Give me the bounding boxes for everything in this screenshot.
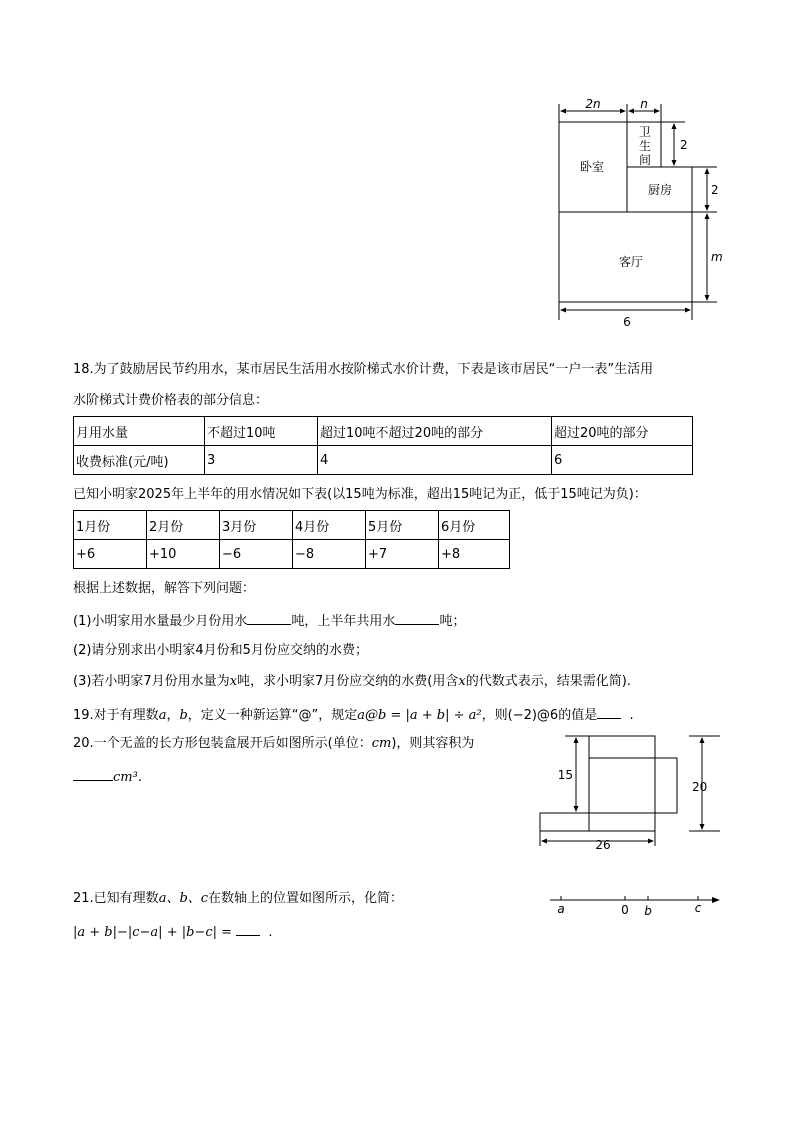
usage-month-cell: 3月份 xyxy=(220,511,293,540)
q18-part2: (2)请分别求出小明家4月份和5月份应交纳的水费； xyxy=(73,643,368,658)
var-a: a xyxy=(158,708,167,723)
price-header-cell: 月用水量 xyxy=(74,417,205,446)
q20-end: . xyxy=(137,770,142,785)
q21-line1-b: 在数轴上的位置如图所示，化简： xyxy=(208,891,404,906)
label-dim-20: 20 xyxy=(692,780,708,794)
table-row xyxy=(74,511,510,540)
usage-value-cell: +6 xyxy=(74,540,147,569)
usage-value-cell: +8 xyxy=(439,540,510,569)
number-line-figure xyxy=(548,888,723,920)
price-cell: 3 xyxy=(205,446,318,475)
answer-blank[interactable] xyxy=(597,704,621,719)
q19-a: 19.对于有理数 xyxy=(73,708,159,723)
q18-prompt: 根据上述数据，解答下列问题： xyxy=(73,581,256,596)
box-net-bottom-flap xyxy=(540,813,589,831)
q20-line2 xyxy=(73,766,142,787)
q18-usage-intro: 已知小明家2025年上半年的用水情况如下表(以15吨为标准，超出15吨记为正，低于15吨记为负)： xyxy=(73,487,647,502)
q20-line1 xyxy=(73,735,474,753)
unit-cm: cm xyxy=(371,736,392,751)
label-bath-3: 间 xyxy=(638,153,652,167)
label-dim-kitchen: 2 xyxy=(711,183,719,197)
q21-line1 xyxy=(73,890,403,908)
q18-intro-line2: 水阶梯式计费价格表的部分信息： xyxy=(73,393,269,408)
label-n: n xyxy=(640,97,648,111)
q18-part3-c: 的代数式表示，结果需化简). xyxy=(465,674,631,689)
label-axis-b: b xyxy=(644,904,652,918)
q19-d: . xyxy=(629,708,634,723)
label-dim-6: 6 xyxy=(623,315,631,329)
usage-value-cell: −6 xyxy=(220,540,293,569)
label-dim-15: 15 xyxy=(557,768,573,782)
var-b: b xyxy=(179,708,188,723)
usage-month-cell: 6月份 xyxy=(439,511,510,540)
unit-cm3: cm³ xyxy=(113,770,138,785)
label-axis-c: c xyxy=(694,901,702,915)
usage-month-cell: 2月份 xyxy=(147,511,220,540)
label-bath-1: 卫 xyxy=(638,125,652,139)
q19-sep: ， xyxy=(166,708,180,723)
q18-intro-line1: 18.为了鼓励居民节约用水，某市居民生活用水按阶梯式水价计费，下表是该市居民“一户一表”生活用 xyxy=(73,362,654,377)
usage-month-cell: 1月份 xyxy=(74,511,147,540)
floorplan-figure xyxy=(545,92,725,337)
label-bedroom: 卧室 xyxy=(579,160,605,174)
q21-expression: |a + b|−|c−a| + |b−c| = xyxy=(73,925,233,940)
table-row xyxy=(74,446,693,475)
price-header-cell: 不超过10吨 xyxy=(205,417,318,446)
label-dim-m: m xyxy=(711,250,723,264)
label-axis-a: a xyxy=(557,902,565,916)
q19-formula: a@b = |a + b| ÷ a² xyxy=(357,708,482,723)
label-2n: 2n xyxy=(585,97,601,111)
q20-line1-text: 20.一个无盖的长方形包装盒展开后如图所示(单位： xyxy=(73,736,372,751)
usage-table xyxy=(73,510,510,569)
answer-blank[interactable] xyxy=(395,610,439,625)
usage-month-cell: 5月份 xyxy=(366,511,439,540)
q20-line1-end: )，则其容积为 xyxy=(391,736,475,751)
label-living: 客厅 xyxy=(618,255,644,269)
q18-part1 xyxy=(73,610,465,631)
price-cell: 收费标准(元/吨) xyxy=(74,446,205,475)
label-kitchen: 厨房 xyxy=(647,183,673,197)
price-header-cell: 超过10吨不超过20吨的部分 xyxy=(318,417,552,446)
q21-line2 xyxy=(73,921,273,942)
answer-blank[interactable] xyxy=(236,921,260,936)
label-dim-bath: 2 xyxy=(680,138,688,152)
answer-blank[interactable] xyxy=(73,766,113,781)
box-net-figure xyxy=(535,728,725,853)
usage-value-cell: +7 xyxy=(366,540,439,569)
usage-value-cell: +10 xyxy=(147,540,220,569)
var-x: x xyxy=(458,674,466,689)
price-header-cell: 超过20吨的部分 xyxy=(552,417,693,446)
price-cell: 6 xyxy=(552,446,693,475)
q18-part3 xyxy=(73,673,631,691)
q21-line1-a: 21.已知有理数 xyxy=(73,891,159,906)
label-dim-26: 26 xyxy=(595,838,611,852)
table-row xyxy=(74,540,510,569)
usage-month-cell: 4月份 xyxy=(293,511,366,540)
q18-part1-a: (1)小明家用水量最少月份用水 xyxy=(73,614,248,629)
q21-end: . xyxy=(268,925,273,940)
var-x: x xyxy=(229,674,238,689)
q21-vars: a、b、c xyxy=(158,891,209,906)
price-cell: 4 xyxy=(318,446,552,475)
label-bath-2: 生 xyxy=(638,139,652,153)
answer-blank[interactable] xyxy=(247,610,291,625)
axis-arrow-icon xyxy=(712,897,720,903)
price-table xyxy=(73,416,693,475)
q19-b: ，定义一种新运算“@”，规定 xyxy=(187,708,358,723)
table-row xyxy=(74,417,693,446)
label-axis-0: 0 xyxy=(621,903,629,917)
q18-part3-b: 吨，求小明家7月份应交纳的水费(用含 xyxy=(237,674,459,689)
q18-part3-a: (3)若小明家7月份用水量为 xyxy=(73,674,230,689)
q19-c: ，则(−2)@6的值是 xyxy=(481,708,598,723)
box-net-side xyxy=(655,758,677,813)
q18-part1-c: 吨； xyxy=(439,614,466,629)
q19-line xyxy=(73,704,634,725)
q18-part1-b: 吨，上半年共用水 xyxy=(291,614,396,629)
usage-value-cell: −8 xyxy=(293,540,366,569)
box-net-main xyxy=(589,736,655,831)
